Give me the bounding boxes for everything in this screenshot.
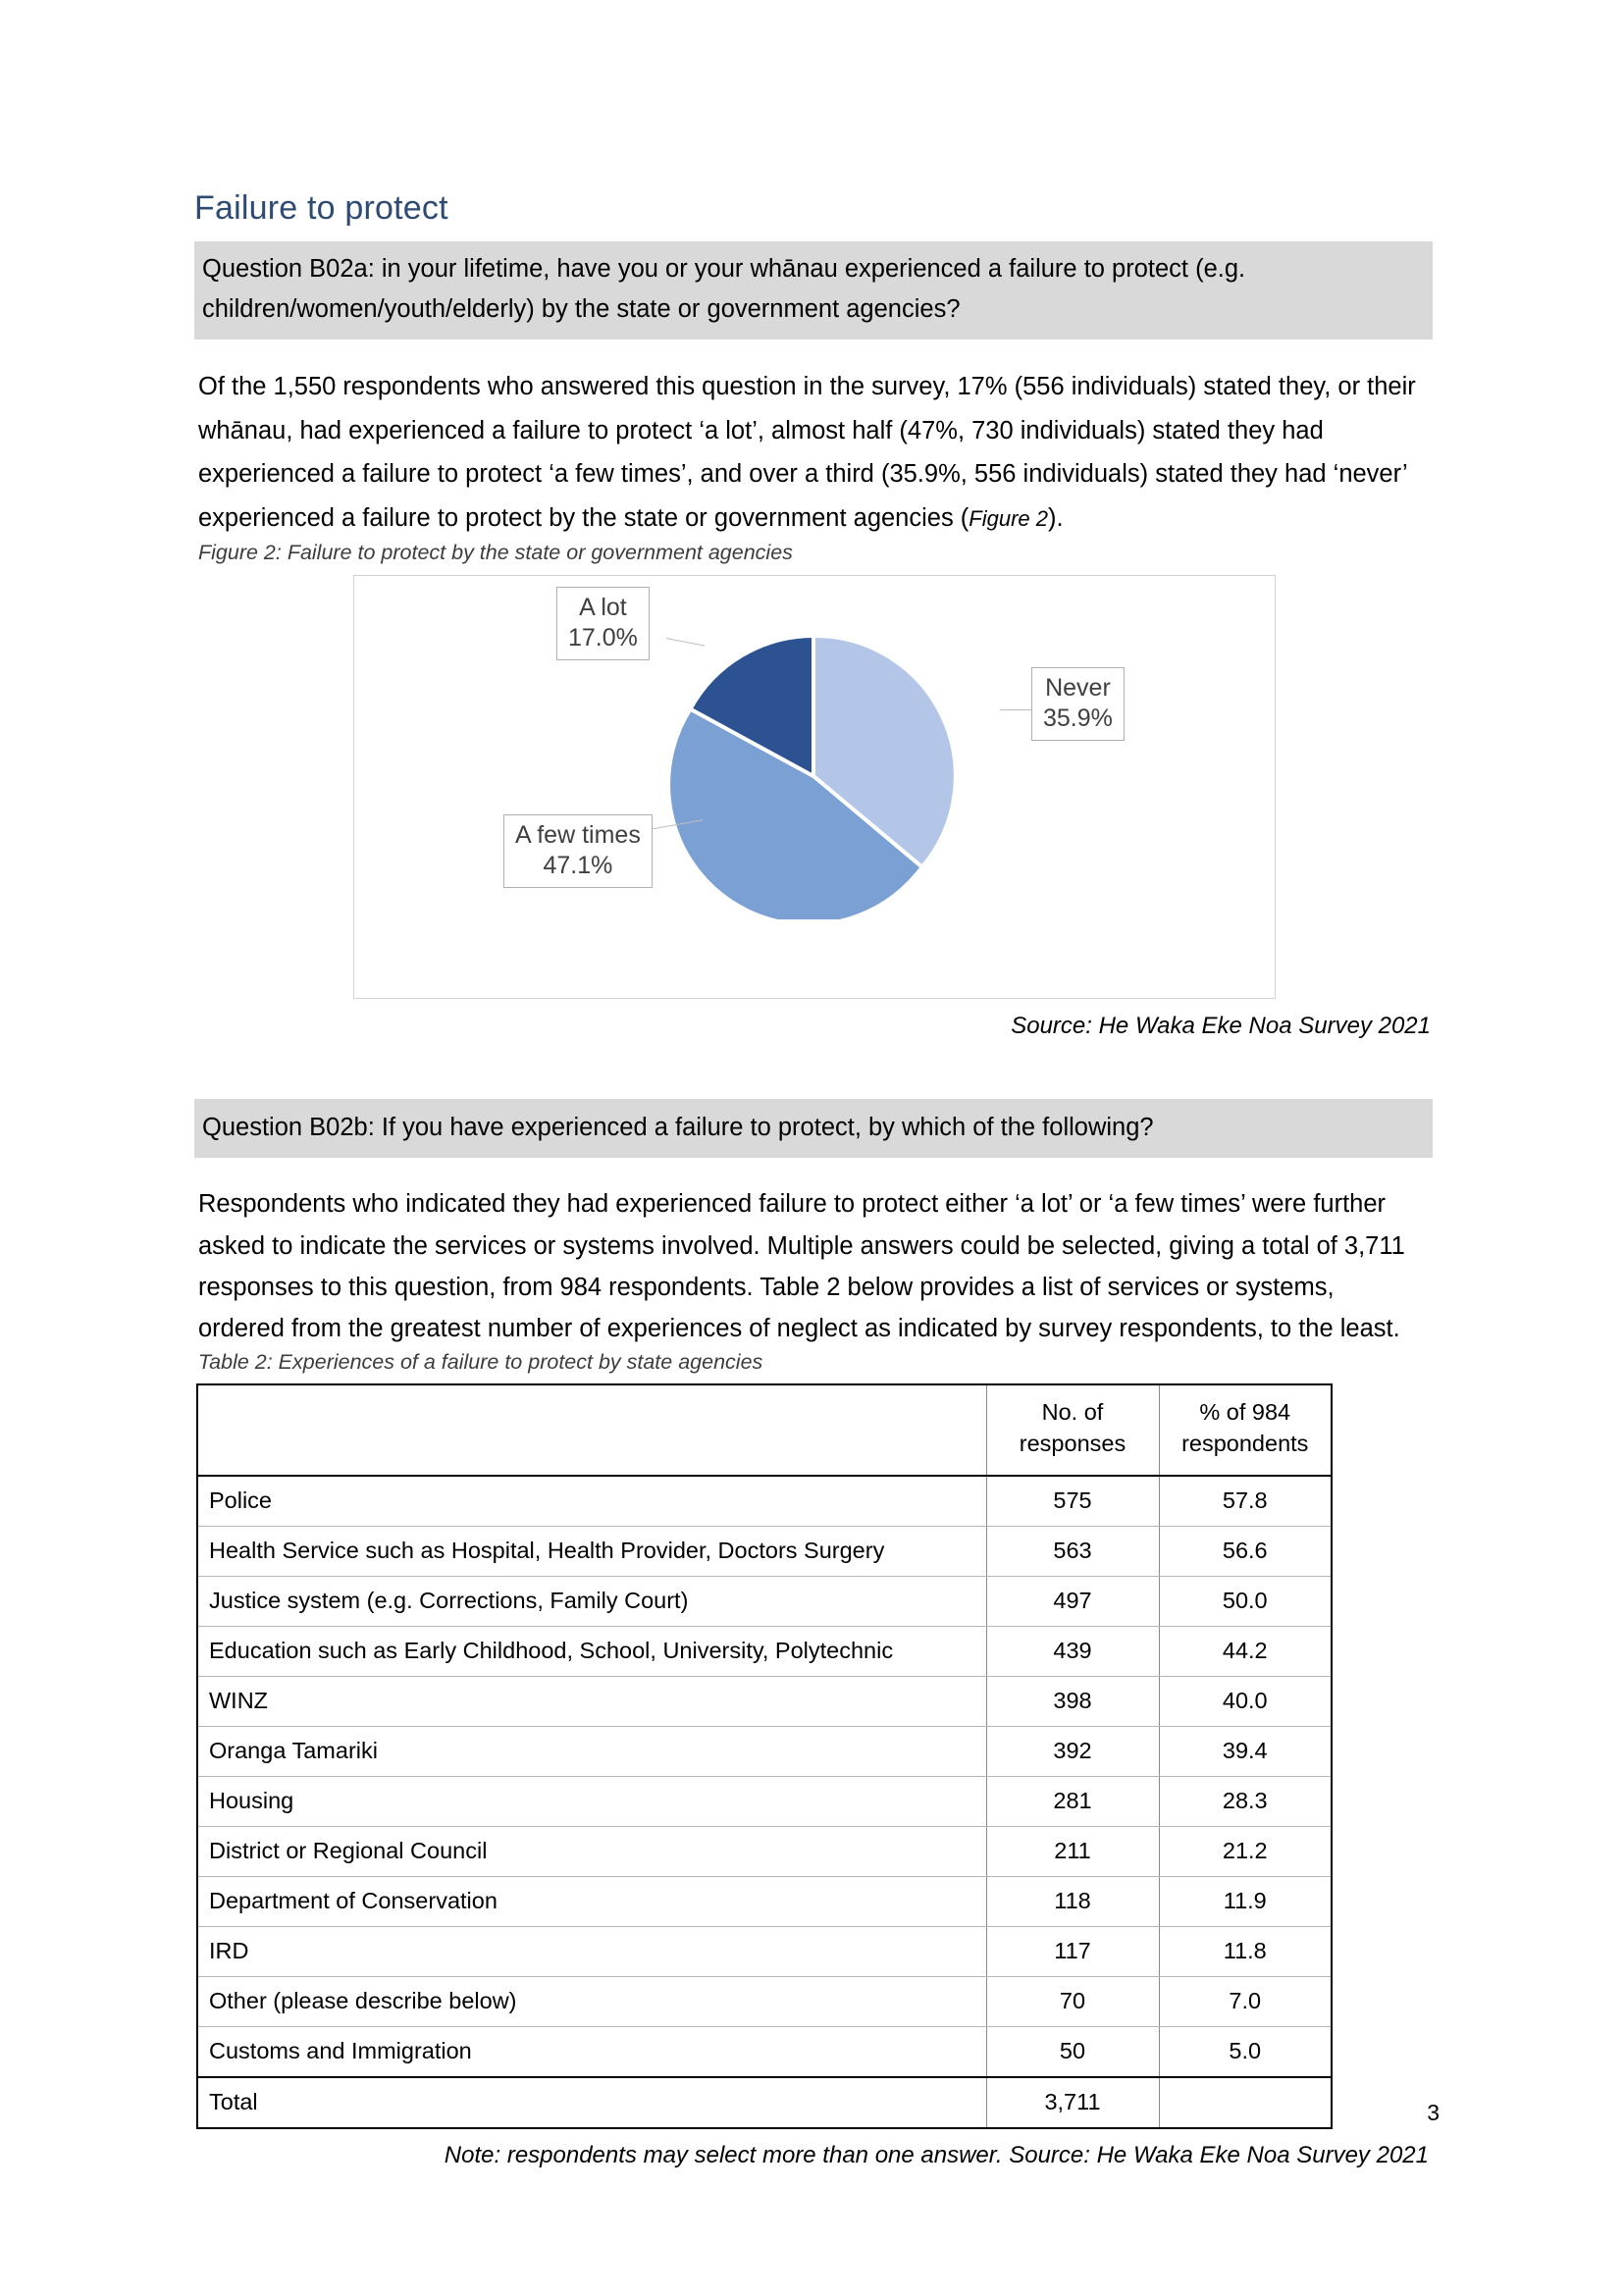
question-b02a-paragraph — [194, 365, 1433, 542]
table-row — [197, 1576, 1332, 1626]
question-b02b-banner: Question B02b: If you have experienced a failure to protect, by which of the following? — [194, 1099, 1433, 1158]
table-header-row — [197, 1384, 1332, 1476]
row-percent: 7.0 — [1159, 1976, 1332, 2026]
column-header-responses-line2: responses — [1019, 1430, 1126, 1456]
table-row — [197, 1776, 1332, 1826]
table-total-row — [197, 2077, 1332, 2128]
row-label: Health Service such as Hospital, Health Provider, Doctors Surgery — [197, 1526, 986, 1576]
row-percent: 11.8 — [1159, 1926, 1332, 1976]
total-percent — [1159, 2077, 1332, 2128]
figure-2-chart — [353, 575, 1276, 999]
row-responses: 497 — [986, 1576, 1159, 1626]
pie-label-a-few-times-value: 47.1% — [543, 851, 613, 879]
row-percent: 21.2 — [1159, 1826, 1332, 1876]
row-responses: 563 — [986, 1526, 1159, 1576]
row-percent: 11.9 — [1159, 1876, 1332, 1926]
row-percent: 40.0 — [1159, 1676, 1332, 1726]
table-row — [197, 1726, 1332, 1776]
question-b02a-banner: Question B02a: in your lifetime, have you or your whānau experienced a failure to protect (e.g. children/women/youth/elderly) by the state or government agencies? — [194, 241, 1433, 339]
table-2-note: Note: respondents may select more than one answer. Source: He Waka Eke Noa Survey 2021 — [444, 2141, 1429, 2168]
row-label: Oranga Tamariki — [197, 1726, 986, 1776]
column-header-responses-line1: No. of — [1041, 1399, 1104, 1426]
row-label: WINZ — [197, 1676, 986, 1726]
row-label: Department of Conservation — [197, 1876, 986, 1926]
row-percent: 56.6 — [1159, 1526, 1332, 1576]
page-title: Failure to protect — [194, 189, 448, 227]
row-responses: 439 — [986, 1626, 1159, 1676]
table-row — [197, 1626, 1332, 1676]
pie-chart-svg — [670, 633, 957, 919]
table-row — [197, 1926, 1332, 1976]
question-b02b-paragraph: Respondents who indicated they had experienced failure to protect either ‘a lot’ or ‘a few times’ were further asked to indicate the services or systems involved. Multiple answers could be selected, giving a total of 3,711 responses to this question, from 984 respondents. Table 2 below provides a list of services or systems, ordered from the greatest number of experiences of neglect as indicated by survey respondents, to the least. — [198, 1190, 1405, 1343]
row-label: Housing — [197, 1776, 986, 1826]
row-label: Police — [197, 1476, 986, 1527]
pie-label-never — [1031, 667, 1125, 741]
table-row — [197, 2026, 1332, 2077]
pie-label-never-value: 35.9% — [1043, 704, 1113, 732]
pie-chart — [670, 633, 957, 919]
row-percent: 39.4 — [1159, 1726, 1332, 1776]
pie-label-a-few-times-name: A few times — [515, 821, 641, 850]
row-responses: 50 — [986, 2026, 1159, 2077]
row-label: Justice system (e.g. Corrections, Family Court) — [197, 1576, 986, 1626]
row-label: Customs and Immigration — [197, 2026, 986, 2077]
row-responses: 398 — [986, 1676, 1159, 1726]
table-header — [197, 1384, 1332, 1476]
figure-2-reference: Figure 2 — [969, 506, 1049, 532]
table-body — [197, 1476, 1332, 2128]
pie-label-a-few-times — [503, 814, 653, 888]
row-label: District or Regional Council — [197, 1826, 986, 1876]
page-content — [194, 0, 1433, 2169]
total-responses: 3,711 — [986, 2077, 1159, 2128]
column-header-percent — [1159, 1384, 1332, 1476]
pie-label-a-lot — [556, 587, 650, 660]
row-responses: 118 — [986, 1876, 1159, 1926]
table-row — [197, 1876, 1332, 1926]
page-number: 3 — [1427, 2100, 1440, 2125]
table-row — [197, 1676, 1332, 1726]
leader-line-never — [1000, 709, 1033, 710]
row-percent: 50.0 — [1159, 1576, 1332, 1626]
row-percent: 44.2 — [1159, 1626, 1332, 1676]
row-label: IRD — [197, 1926, 986, 1976]
total-label: Total — [197, 2077, 986, 2128]
paragraph-text-part2: ). — [1048, 504, 1064, 533]
figure-2-caption: Figure 2: Failure to protect by the state or government agencies — [198, 541, 793, 565]
table-row — [197, 1526, 1332, 1576]
row-responses: 575 — [986, 1476, 1159, 1527]
row-responses: 117 — [986, 1926, 1159, 1976]
pie-label-a-lot-name: A lot — [579, 594, 627, 622]
column-header-responses — [986, 1384, 1159, 1476]
paragraph-text-part1: Of the 1,550 respondents who answered this question in the survey, 17% (556 individuals) stated they, or their whānau, had experienced a failure to protect ‘a lot’, almost half (47%, 730 individuals) stated they had experienced a failure to protect ‘a few times’, and over a third (35.9%, 556 individuals) stated they had ‘never’ experienced a failure to protect by the state or government agencies ( — [198, 372, 1416, 533]
row-percent: 5.0 — [1159, 2026, 1332, 2077]
column-header-percent-line2: respondents — [1181, 1430, 1309, 1456]
pie-label-never-name: Never — [1045, 674, 1111, 703]
row-percent: 28.3 — [1159, 1776, 1332, 1826]
row-percent: 57.8 — [1159, 1476, 1332, 1527]
row-label: Education such as Early Childhood, School, University, Polytechnic — [197, 1626, 986, 1676]
figure-2-source: Source: He Waka Eke Noa Survey 2021 — [1011, 1013, 1431, 1040]
row-label: Other (please describe below) — [197, 1976, 986, 2026]
row-responses: 211 — [986, 1826, 1159, 1876]
pie-label-a-lot-value: 17.0% — [568, 623, 638, 652]
table-2 — [196, 1383, 1333, 2129]
table-row — [197, 1826, 1332, 1876]
row-responses: 392 — [986, 1726, 1159, 1776]
column-header-label — [197, 1384, 986, 1476]
table-row — [197, 1976, 1332, 2026]
table-row — [197, 1476, 1332, 1527]
row-responses: 281 — [986, 1776, 1159, 1826]
row-responses: 70 — [986, 1976, 1159, 2026]
table-2-caption: Table 2: Experiences of a failure to protect by state agencies — [198, 1349, 763, 1374]
column-header-percent-line1: % of 984 — [1199, 1399, 1291, 1426]
